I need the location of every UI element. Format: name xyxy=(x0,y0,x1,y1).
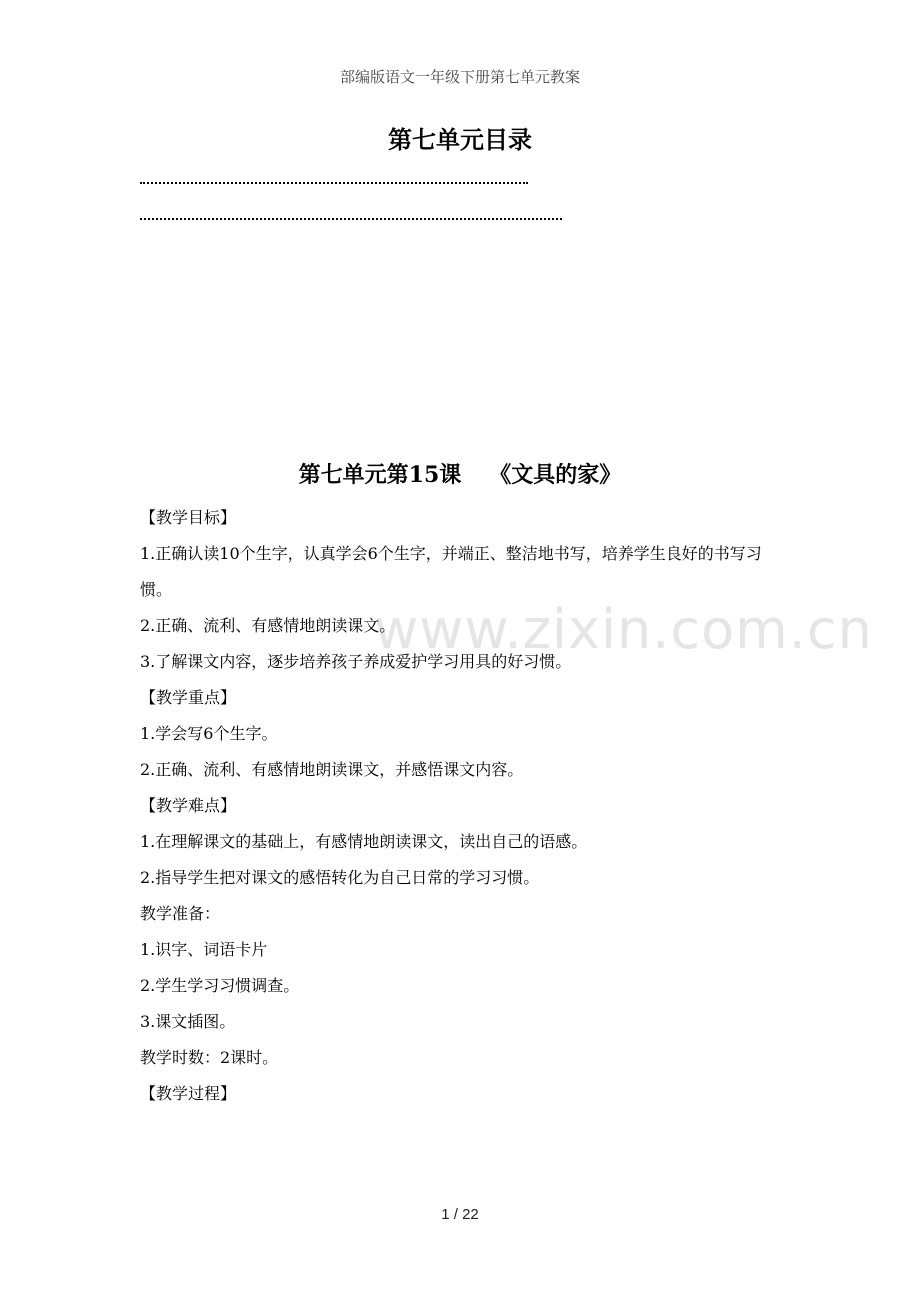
lesson-body xyxy=(140,500,790,1112)
section-heading-prep: 教学准备： xyxy=(140,904,221,923)
watermark: www.zixin.com.cn xyxy=(374,598,873,661)
prep-item: 1.识字、词语卡片 xyxy=(140,940,268,959)
lesson-title-book: 《文具的家》 xyxy=(489,462,622,488)
section-heading-goals: 【教学目标】 xyxy=(140,508,237,527)
toc-dotted-line xyxy=(140,216,562,220)
page-header: 部编版语文一年级下册第七单元教案 xyxy=(339,68,580,86)
section-heading-focus: 【教学重点】 xyxy=(140,688,237,707)
goal-item: 1.正确认读10个生字，认真学会6个生字，并端正、整洁地书写，培养学生良好的书写习惯。 xyxy=(140,544,762,599)
goal-item: 3.了解课文内容，逐步培养孩子养成爱护学习用具的好习惯。 xyxy=(140,652,572,671)
difficulty-item: 1.在理解课文的基础上，有感情地朗读课文，读出自己的语感。 xyxy=(140,832,588,851)
toc-title: 第七单元目录 xyxy=(388,125,532,154)
section-heading-difficulty: 【教学难点】 xyxy=(140,796,237,815)
difficulty-item: 2.指导学生把对课文的感悟转化为自己日常的学习习惯。 xyxy=(140,868,540,887)
page-indicator: 1 / 22 xyxy=(441,1206,479,1223)
lesson-title xyxy=(0,458,920,489)
section-heading-process: 【教学过程】 xyxy=(140,1084,237,1103)
prep-item: 3.课文插图。 xyxy=(140,1012,236,1031)
goal-item: 2.正确、流利、有感情地朗读课文。 xyxy=(140,616,396,635)
toc-dotted-line xyxy=(140,180,528,184)
lesson-title-main: 第七单元第15课 xyxy=(298,462,462,488)
focus-item: 2.正确、流利、有感情地朗读课文，并感悟课文内容。 xyxy=(140,760,524,779)
prep-item: 2.学生学习习惯调查。 xyxy=(140,976,300,995)
focus-item: 1.学会写6个生字。 xyxy=(140,724,278,743)
teaching-hours: 教学时数：2课时。 xyxy=(140,1048,279,1067)
